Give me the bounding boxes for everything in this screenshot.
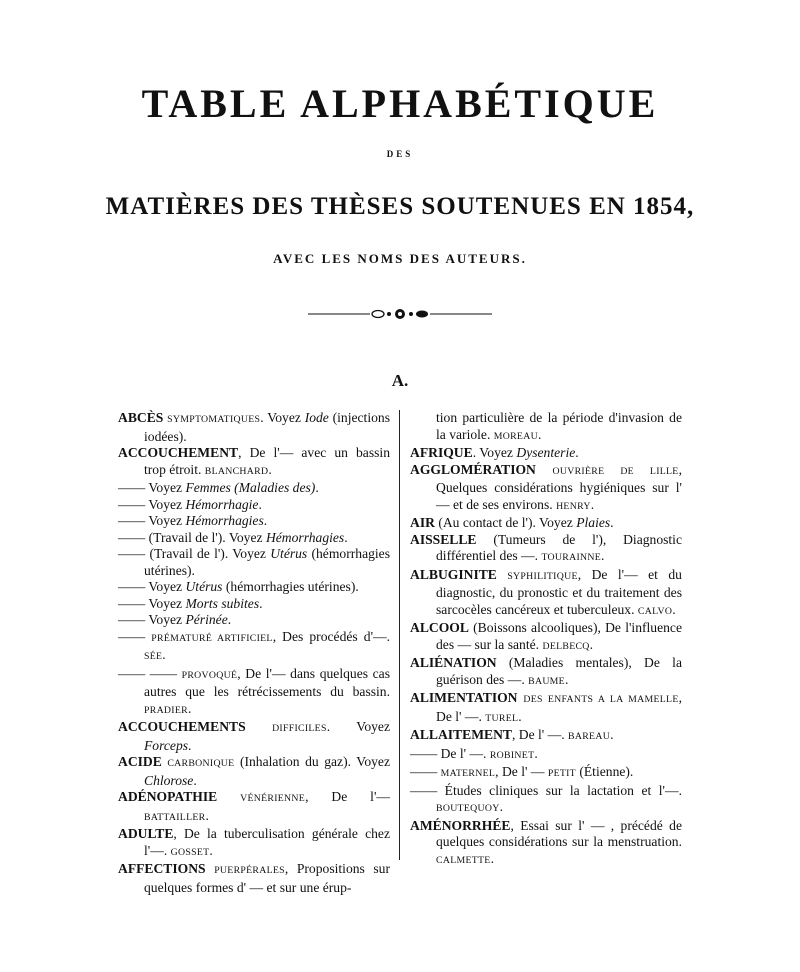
entry-heading: ALBUGINITE (410, 566, 508, 582)
entry-text: —— (118, 628, 152, 644)
authors-line: AVEC LES NOMS DES AUTEURS. (273, 251, 527, 266)
entry-small-caps: PETIT (547, 768, 576, 779)
entry-cross-reference: Iode (304, 410, 329, 425)
entry-text: —— Études cliniques sur la lactation et l'—. (410, 782, 682, 798)
entry-text: . (263, 513, 268, 528)
index-entry (118, 861, 390, 896)
entry-heading: ADULTE (118, 826, 174, 841)
entry-text: —— Voyez (118, 480, 186, 495)
entry-text: , Des procédés d'—. (272, 628, 391, 644)
entry-text: . (590, 496, 595, 512)
entry-text: (Tumeurs de l'), Diagnostic différentiel des —. (436, 531, 682, 563)
index-entry (118, 754, 390, 789)
entry-small-caps: ROBINET (489, 749, 535, 761)
section-letter: A. (391, 371, 409, 390)
entry-text: . (188, 737, 192, 753)
entry-heading: AGGLOMÉRATION (410, 461, 553, 477)
entry-text: . (187, 700, 192, 716)
entry-text: . Voyez (326, 719, 390, 734)
entry-text: . (610, 727, 614, 742)
entry-text: (hémorrhagies utérines). (222, 579, 359, 594)
entry-heading: ACCOUCHEMENT (118, 445, 239, 460)
entry-small-caps: BATTAILLER (144, 811, 206, 823)
entry-text: , De la tuberculisation générale chez l'—. (144, 826, 390, 858)
index-entry (410, 620, 682, 655)
entry-text: —— (Travail de l'). Voyez (118, 529, 266, 545)
entry-cross-reference: Hémorrhagies (265, 529, 345, 545)
entry-small-caps: PRÉMATURÉ ARTIFICIEL (151, 632, 273, 644)
entry-cross-reference: Hémorrhagies (185, 513, 264, 528)
entry-small-caps: BOUTEQUOY (436, 803, 500, 814)
entry-text: . Voyez (472, 445, 517, 460)
entry-small-caps: GOSSET (170, 846, 210, 858)
entry-text: (Étienne). (575, 764, 634, 779)
index-entry (410, 746, 682, 765)
entry-small-caps: PUERPÉRALES (214, 865, 285, 876)
index-column-right (410, 410, 682, 869)
title-connector: DES (386, 149, 414, 159)
entry-text: . (258, 496, 262, 512)
entry-heading: ALIÉNATION (410, 655, 497, 670)
index-entry (410, 445, 682, 462)
index-entry (118, 530, 390, 547)
entry-cross-reference: Périnée (185, 612, 228, 627)
entry-text: (Inhalation du gaz). Voyez (234, 754, 390, 769)
entry-cross-reference: Forceps (144, 737, 189, 753)
entry-small-caps: SYPHILITIQUE (507, 570, 578, 582)
page-subtitle: MATIÈRES DES THÈSES SOUTENUES EN 1854, (105, 193, 695, 220)
entry-small-caps: BAREAU (568, 731, 611, 742)
entry-heading: AFRIQUE (410, 445, 473, 460)
index-entry (118, 497, 390, 514)
index-entry (410, 690, 682, 727)
entry-cross-reference: Hémorrhagie (185, 496, 259, 512)
entry-text: . (315, 480, 319, 495)
index-entry (118, 666, 390, 720)
index-entry (118, 629, 390, 666)
entry-cross-reference: Plaies (576, 515, 611, 530)
index-column-left (118, 410, 390, 896)
entry-text: , Propositions sur quelques formes d' — et sur une érup- (144, 861, 391, 895)
index-entry (410, 783, 682, 818)
entry-text: . (564, 671, 569, 687)
entry-text: . (162, 647, 166, 662)
entry-heading: ACIDE (118, 754, 168, 769)
entry-heading: AFFECTIONS (118, 861, 215, 876)
index-entry (410, 764, 682, 783)
ornament-divider (308, 307, 492, 321)
index-entry (118, 410, 390, 445)
entry-heading: ALIMENTATION (410, 690, 524, 705)
entry-text: , De l'— et du diagnostic, du pronostic et du traitement des sarcocèles cancéreux et tuberculeux. (436, 566, 682, 617)
entry-text: , De l' — (495, 764, 548, 779)
entry-small-caps: SYMPTOMATIQUES (167, 414, 261, 425)
entry-text: tion particulière de la période d'invasion de la variole. (436, 410, 682, 442)
index-entry (410, 410, 682, 445)
entry-heading: AMÉNORRHÉE (410, 817, 511, 833)
index-entry (410, 462, 682, 516)
entry-text: . (209, 842, 213, 858)
entry-text: (injections iodées). (144, 410, 390, 444)
entry-text: , De l'— (305, 789, 390, 804)
entry-text: , De l' —. (511, 727, 569, 742)
entry-text: —— Voyez (118, 579, 186, 594)
index-entry (118, 445, 390, 480)
entry-text: . (344, 529, 348, 545)
entry-text: —— —— (118, 665, 182, 681)
entry-text: . Voyez (260, 410, 305, 425)
entry-text: . (601, 548, 605, 563)
entry-heading: ADÉNOPATHIE (118, 789, 241, 804)
entry-small-caps: MOREAU (493, 430, 538, 442)
entry-text: —— (Travail de l'). Voyez (118, 546, 271, 561)
entry-text: . (259, 595, 263, 611)
entry-small-caps: BLANCHARD (204, 465, 269, 477)
index-entry (118, 546, 390, 579)
entry-text: . (589, 636, 594, 652)
entry-heading: AISSELLE (410, 531, 477, 547)
index-entry (118, 612, 390, 629)
entry-text: —— Voyez (118, 595, 186, 611)
index-entry (410, 567, 682, 621)
entry-small-caps: DES ENFANTS A LA MAMELLE (523, 694, 679, 705)
entry-small-caps: PRADIER (144, 704, 188, 716)
entry-text: . (490, 850, 494, 866)
entry-small-caps: CARBONIQUE (167, 758, 235, 769)
entry-text: (Boissons alcooliques), De l'influence des — sur la santé. (436, 620, 682, 652)
entry-text: . (268, 461, 272, 477)
entry-text: , Essai sur l' — , précédé de quelques considérations sur la menstruation. (436, 817, 682, 849)
entry-small-caps: CALMETTE (436, 854, 491, 866)
entry-heading: ALLAITEMENT (410, 727, 512, 742)
entry-text: , De l' —. (436, 690, 683, 724)
entry-heading: AIR (410, 515, 435, 530)
entry-small-caps: VÉNÉRIENNE (240, 793, 306, 804)
entry-text: . (499, 799, 503, 814)
index-entry (118, 789, 390, 826)
column-divider (399, 410, 400, 860)
entry-small-caps: CALVO (637, 605, 673, 617)
index-entry (118, 480, 390, 497)
entry-heading: ACCOUCHEMENTS (118, 719, 273, 734)
entry-text: , De l'— dans quelques cas autres que les rétrécissements du bassin. (144, 665, 390, 699)
entry-text: —— Voyez (118, 513, 186, 528)
entry-small-caps: OUVRIÈRE DE LILLE (552, 465, 679, 477)
entry-text: . (205, 807, 209, 823)
entry-cross-reference: Utérus (185, 579, 223, 594)
entry-text: . (575, 445, 579, 460)
index-entry (410, 515, 682, 532)
entry-small-caps: HENRY (556, 500, 591, 512)
index-entry (410, 532, 682, 567)
entry-small-caps: MATERNEL (440, 768, 496, 779)
entry-text: (Au contact de l'). Voyez (434, 515, 577, 530)
entry-heading: ALCOOL (410, 620, 469, 635)
entry-small-caps: PROVOQUÉ (181, 669, 238, 681)
index-entry (410, 818, 682, 870)
index-entry (118, 579, 390, 596)
entry-cross-reference: Femmes (Maladies des) (185, 480, 316, 495)
entry-text: , Quelques considérations hygiéniques sur l' — et de ses environs. (436, 461, 682, 512)
entry-text: . (534, 745, 538, 761)
page-title: TABLE ALPHABÉTIQUE (141, 81, 659, 126)
entry-text: , De l'— avec un bassin trop étroit. (144, 445, 390, 477)
index-entry (118, 826, 390, 861)
index-entry (410, 727, 682, 746)
entry-text: —— Voyez (118, 612, 186, 627)
entry-small-caps: DELBECQ (542, 640, 590, 652)
index-entry (410, 655, 682, 690)
entry-text: . (227, 612, 232, 627)
entry-text: . (193, 772, 197, 788)
entry-small-caps: TUREL (485, 712, 519, 724)
index-entry (118, 596, 390, 613)
entry-text: . (672, 601, 676, 617)
entry-cross-reference: Utérus (270, 546, 308, 561)
entry-text: —— (410, 764, 441, 779)
entry-text: —— Voyez (118, 496, 186, 512)
entry-text: (Maladies mentales), De la guérison des —. (436, 655, 682, 687)
entry-heading: ABCÈS (118, 410, 168, 425)
entry-small-caps: DIFFICILES (272, 723, 327, 734)
entry-cross-reference: Dysenterie (516, 445, 576, 460)
index-entry (118, 719, 390, 754)
entry-text: —— De l' —. (410, 745, 490, 761)
entry-text: . (518, 708, 522, 724)
entry-small-caps: BAUME (528, 675, 565, 687)
entry-cross-reference: Chlorose (144, 772, 194, 788)
entry-text: . (537, 426, 542, 442)
entry-small-caps: TOURAINNE (541, 552, 602, 563)
entry-text: . (610, 515, 614, 530)
index-entry (118, 513, 390, 530)
entry-text: (hémorrhagies utérines). (144, 546, 390, 578)
entry-small-caps: SÉE (144, 651, 163, 662)
entry-cross-reference: Morts subites (185, 595, 260, 611)
